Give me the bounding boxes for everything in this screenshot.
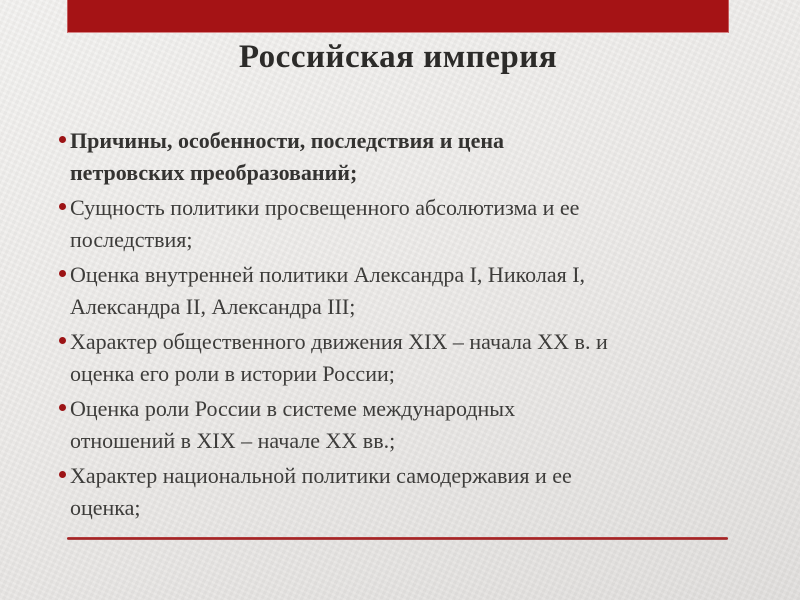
slide-title: Российская империя (238, 39, 558, 75)
bullet-dot-icon (59, 136, 66, 143)
bullet-dot-icon (59, 270, 66, 277)
bottom-divider-line (67, 537, 728, 540)
bullet-line: отношений в XIX – начале XX вв.; (70, 428, 396, 453)
bullet-line: оценка его роли в истории России; (70, 361, 395, 386)
bullet-text (70, 192, 745, 256)
bullet-item (70, 125, 745, 189)
bullet-line: Оценка внутренней политики Александра I, Николая I, (70, 262, 586, 287)
top-accent-bar (67, 0, 729, 33)
bullet-text (70, 259, 745, 323)
bullet-dot-icon (59, 337, 66, 344)
bullet-line: Сущность политики просвещенного абсолютизма и ее (70, 195, 580, 220)
bullet-item (70, 393, 745, 457)
bullet-dot-icon (59, 404, 66, 411)
bullet-list (70, 125, 745, 527)
bullet-dot-icon (59, 203, 66, 210)
bullet-item (70, 326, 745, 390)
bullet-line: Александра II, Александра III; (70, 294, 356, 319)
bullet-item (70, 460, 745, 524)
bullet-line: оценка; (70, 495, 141, 520)
bullet-dot-icon (59, 471, 66, 478)
bullet-text (70, 326, 745, 390)
bullet-line: Причины, особенности, последствия и цена (70, 128, 505, 153)
bullet-text (70, 125, 745, 189)
bullet-line: Характер общественного движения XIX – начала XX в. и (70, 329, 608, 354)
bullet-text (70, 460, 745, 524)
bullet-line: Характер национальной политики самодержавия и ее (70, 463, 572, 488)
bullet-line: Оценка роли России в системе международных (70, 396, 516, 421)
bullet-text (70, 393, 745, 457)
bullet-item (70, 192, 745, 256)
bullet-line: петровских преобразований; (70, 160, 358, 185)
bullet-item (70, 259, 745, 323)
bullet-line: последствия; (70, 227, 193, 252)
